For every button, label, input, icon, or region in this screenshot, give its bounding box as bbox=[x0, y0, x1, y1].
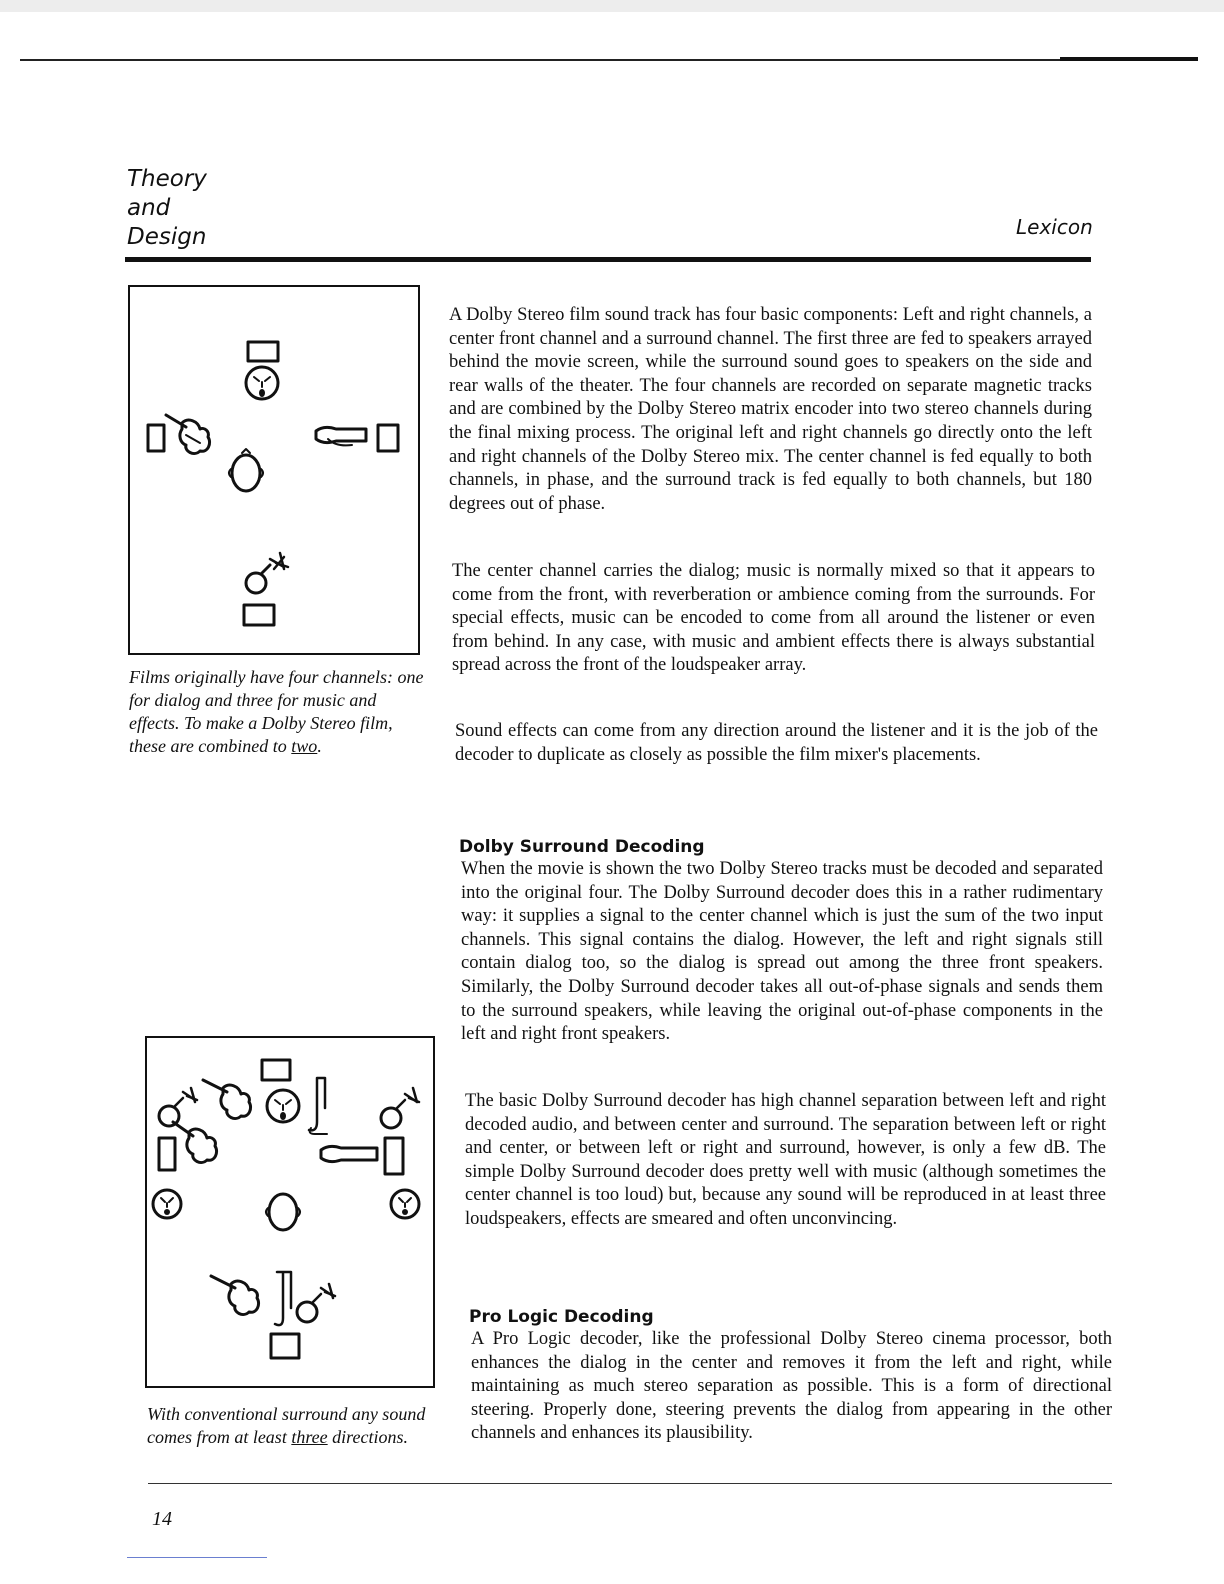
section-title-line: Design bbox=[127, 224, 207, 250]
section-title-line: and bbox=[127, 195, 171, 221]
footer-rule bbox=[148, 1483, 1112, 1484]
figure-four-channels bbox=[128, 285, 420, 655]
subsection-heading: Pro Logic Decoding bbox=[469, 1307, 654, 1327]
body-paragraph: The basic Dolby Surround decoder has high channel separation between left and right decoded audio, and between center and surround. The separation between left or right and center, or between left or right and surround, however, is only a few dB. The simple Dolby Surround decoder does pretty well with music (although sometimes the center channel is too loud) but, because any sound will be reproduced in at least three loudspeakers, effects are smeared and often unconvincing. bbox=[465, 1091, 1106, 1229]
listener-head-icon bbox=[229, 449, 263, 491]
listener-head-icon bbox=[266, 1194, 300, 1230]
saxophone-icon bbox=[309, 1078, 327, 1134]
caption-text: . bbox=[317, 736, 322, 756]
guitar-icon bbox=[203, 1080, 251, 1118]
body-paragraph: The center channel carries the dialog; music is normally mixed so that it appears to come from the front, with reverberation or ambience coming from the surrounds. For special effects, music can be encoded to come from all around the listener or even from behind. In any case, with music and ambient effects there is always substantial spread across the front of the loudspeaker array. bbox=[452, 561, 1095, 676]
speaker-center-icon bbox=[248, 342, 278, 361]
guitar-icon bbox=[173, 1122, 217, 1162]
guitar-icon bbox=[211, 1276, 259, 1314]
caption-text: With conventional surround any sound comes from at least bbox=[147, 1404, 426, 1447]
dialog-face-icon bbox=[246, 367, 278, 399]
speaker-surround-icon bbox=[244, 605, 274, 625]
figure-caption bbox=[147, 1403, 442, 1449]
top-rule bbox=[20, 59, 1198, 61]
body-paragraph: A Dolby Stereo film sound track has four basic components: Left and right channels, a center front channel and a surround channel. The first three are fed to speakers arrayed behind the movie screen, while the surround sound goes to speakers on the side and rear walls of the theater. The four channels are recorded on separate magnetic tracks and are combined by the Dolby Stereo matrix encoder into two stereo channels during the final mixing process. The original left and right channels go directly onto the left and right channels of the Dolby Stereo mix. The center channel is fed equally to both channels, in phase, and the surround track is fed equally to both channels, but 180 degrees out of phase. bbox=[449, 305, 1092, 514]
speaker-center-icon bbox=[262, 1060, 290, 1080]
trumpet-icon bbox=[316, 427, 366, 445]
caption-emphasis: three bbox=[291, 1427, 328, 1447]
body-paragraph: Sound effects can come from any direction around the listener and it is the job of the decoder to duplicate as closely as possible the film mixer's placements. bbox=[455, 721, 1098, 765]
dialog-face-icon bbox=[153, 1190, 181, 1218]
speaker-surround-icon bbox=[271, 1334, 299, 1358]
section-title bbox=[127, 165, 207, 252]
caption-text: Films originally have four channels: one for dialog and three for music and effects. To make a Dolby Stereo film, these are combined to bbox=[129, 667, 424, 756]
speaker-right-icon bbox=[385, 1138, 403, 1174]
effects-bomb-icon bbox=[246, 553, 288, 593]
speaker-right-icon bbox=[378, 425, 398, 451]
body-paragraph: A Pro Logic decoder, like the professional Dolby Stereo cinema processor, both enhances the dialog in the center and removes it from the left and right, while maintaining as much stereo separation as possible. This is a form of directional steering. Properly done, steering prevents the dialog from appearing in the other channels and enhances its plausibility. bbox=[471, 1329, 1112, 1444]
trumpet-icon bbox=[321, 1146, 377, 1161]
subsection-heading: Dolby Surround Decoding bbox=[459, 837, 705, 857]
saxophone-icon bbox=[275, 1272, 291, 1325]
dialog-face-icon bbox=[267, 1090, 299, 1122]
speaker-left-icon bbox=[148, 425, 164, 451]
page-number: 14 bbox=[152, 1508, 172, 1530]
four-channel-diagram bbox=[130, 287, 418, 653]
top-rule-accent bbox=[1060, 57, 1198, 61]
section-title-line: Theory bbox=[127, 166, 207, 192]
scan-artifact-line bbox=[127, 1557, 267, 1558]
effects-bomb-icon bbox=[297, 1284, 335, 1322]
figure-caption bbox=[129, 666, 429, 758]
caption-emphasis: two bbox=[291, 736, 318, 756]
effects-bomb-icon bbox=[159, 1088, 197, 1126]
figure-conventional-surround bbox=[145, 1036, 435, 1388]
guitar-icon bbox=[166, 415, 210, 453]
surround-diagram bbox=[147, 1038, 433, 1386]
header-rule bbox=[125, 257, 1091, 262]
body-paragraph: When the movie is shown the two Dolby Stereo tracks must be decoded and separated into the original four. The Dolby Surround decoder does this in a rather rudimentary way: it supplies a signal to the center channel which is just the sum of the two input channels. This signal contains the dialog. However, the left and right signals still contain dialog too, so the dialog is spread out among the three front speakers. Similarly, the Dolby Surround decoder takes all out-of-phase signals and sends them to the surround speakers, while leaving the original out-of-phase components in the left and right front speakers. bbox=[461, 859, 1103, 1045]
brand-name: Lexicon bbox=[1016, 215, 1093, 239]
scan-border bbox=[0, 0, 1224, 12]
effects-bomb-icon bbox=[381, 1088, 419, 1128]
caption-text: directions. bbox=[327, 1427, 408, 1447]
dialog-face-icon bbox=[391, 1190, 419, 1218]
speaker-left-icon bbox=[159, 1138, 175, 1170]
